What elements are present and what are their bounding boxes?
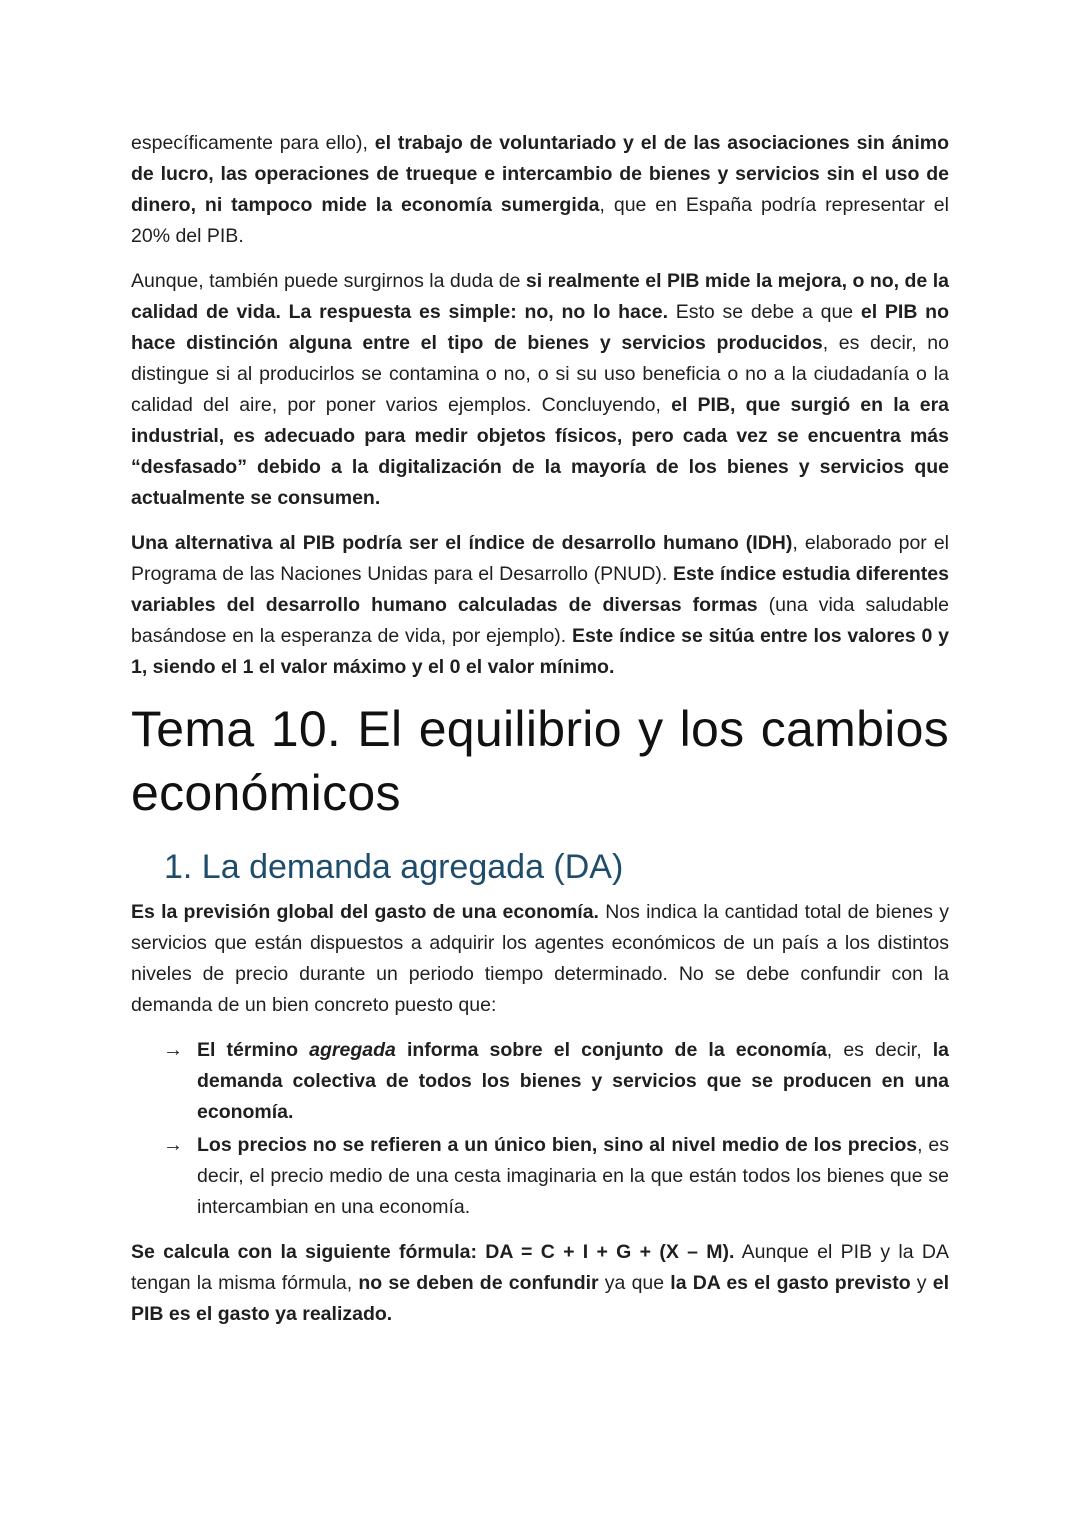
- paragraph-da-definition: Es la previsión global del gasto de una economía. Nos indica la cantidad total de bienes y servicios que están dispuestos a adquirir los agentes económicos de un país a los distintos niveles de precio durante un periodo tiempo determinado. No se debe confundir con la demanda de un bien concreto puesto que:: [131, 901, 949, 1016]
- list-item: → Los precios no se refieren a un único bien, sino al nivel medio de los precios, es decir, el precio medio de una cesta imaginaria en la que están todos los bienes que se intercambian en una economía.: [197, 1130, 949, 1223]
- chapter-heading: Tema 10. El equilibrio y los cambios económicos: [131, 701, 949, 821]
- bullet-list: [131, 1035, 949, 1223]
- paragraph-da-formula: Se calcula con la siguiente fórmula: DA = C + I + G + (X – M). Aunque el PIB y la DA tengan la misma fórmula, no se deben de confundir ya que la DA es el gasto previsto y el PIB es el gasto ya realizado.: [131, 1241, 949, 1325]
- list-item: → El término agregada informa sobre el conjunto de la economía, es decir, la demanda colectiva de todos los bienes y servicios que se producen en una economía.: [197, 1035, 949, 1128]
- section-heading: 1. La demanda agregada (DA): [164, 848, 624, 886]
- paragraph-idh: Una alternativa al PIB podría ser el índice de desarrollo humano (IDH), elaborado por el Programa de las Naciones Unidas para el Desarrollo (PNUD). Este índice estudia diferentes variables del desarrollo humano calculadas de diversas formas (una vida saludable basándose en la esperanza de vida, por ejemplo). Este índice se sitúa entre los valores 0 y 1, siendo el 1 el valor máximo y el 0 el valor mínimo.: [131, 532, 949, 678]
- arrow-right-icon: →: [163, 1134, 183, 1156]
- document-page: [131, 128, 949, 1344]
- paragraph-pib-limitations: específicamente para ello), el trabajo de voluntariado y el de las asociaciones sin ánimo de lucro, las operaciones de trueque e intercambio de bienes y servicios sin el uso de dinero, ni tampoco mide la economía sumergida, que en España podría representar el 20% del PIB.: [131, 132, 950, 247]
- arrow-right-icon: →: [163, 1039, 183, 1061]
- paragraph-pib-quality-of-life: Aunque, también puede surgirnos la duda de si realmente el PIB mide la mejora, o no, de la calidad de vida. La respuesta es simple: no, no lo hace. Esto se debe a que el PIB no hace distinción alguna entre el tipo de bienes y servicios producidos, es decir, no distingue si al producirlos se contamina o no, o si su uso beneficia o no a la ciudadanía o la calidad del aire, por poner varios ejemplos. Concluyendo, el PIB, que surgió en la era industrial, es adecuado para medir objetos físicos, pero cada vez se encuentra más “desfasado” debido a la digitalización de la mayoría de los bienes y servicios que actualmente se consumen.: [131, 270, 949, 509]
